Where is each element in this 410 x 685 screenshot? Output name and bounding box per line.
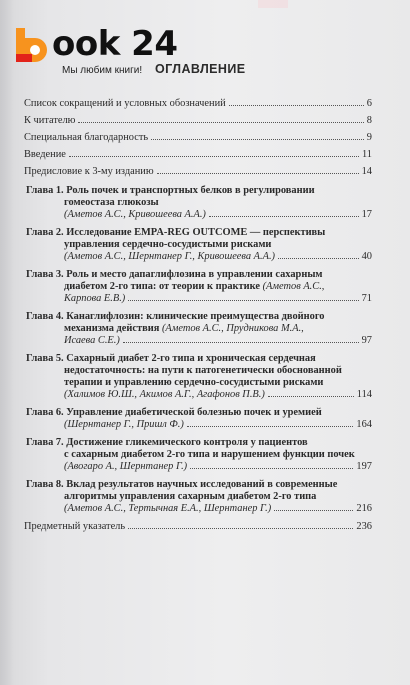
chapter-authors-line [26, 251, 372, 263]
chapter-authors-line [26, 389, 372, 401]
toc-title: ОГЛАВЛЕНИЕ [155, 62, 246, 76]
dot-leader [78, 122, 363, 123]
chapter-page: 197 [356, 461, 372, 472]
dot-leader [229, 105, 364, 106]
chapter-title-text: Сахарный диабет 2-го типа и хроническая сердечная [66, 353, 316, 364]
dot-leader [209, 216, 359, 217]
chapter-authors-line [26, 503, 372, 515]
chapter-title-text: с сахарным диабетом 2-го типа и нарушением функции почек [64, 449, 355, 460]
chapter-authors-line [26, 293, 372, 305]
dot-leader [274, 510, 353, 511]
chapter-authors: (Аметов А.С., Шернтанер Г., Кривошеева А.А.) [64, 251, 276, 262]
chapter-title-text: Исследование EMPA-REG OUTCOME — перспективы [66, 227, 326, 238]
dot-leader [187, 426, 354, 427]
chapter-authors: Карпова Е.В.) [64, 293, 126, 304]
dot-leader [278, 258, 359, 259]
toc-entry-title: К читателю [24, 115, 76, 126]
chapter-title-text: механизма действия [64, 323, 160, 334]
chapter-number: Глава 3. [26, 269, 64, 280]
toc-chapter [24, 479, 372, 515]
toc-entry [24, 166, 372, 183]
chapter-title-line [26, 377, 372, 389]
chapter-title-text: гомеостаза глюкозы [64, 197, 159, 208]
toc-chapter [24, 185, 372, 221]
book24-b-icon [14, 28, 52, 64]
toc-entry-page: 8 [366, 115, 372, 126]
toc-chapter [24, 311, 372, 347]
toc-chapter [24, 269, 372, 305]
toc-chapter [24, 437, 372, 473]
chapter-title-line [26, 239, 372, 251]
chapter-authors-line [26, 335, 372, 347]
chapter-number: Глава 5. [26, 353, 64, 364]
chapter-title-line [26, 227, 372, 239]
toc-entry-page: 11 [361, 149, 372, 160]
bleed-through-mark [258, 0, 288, 8]
chapter-authors-line [26, 209, 372, 221]
chapter-number: Глава 2. [26, 227, 64, 238]
logo-tagline: Мы любим книги! [62, 65, 143, 76]
toc-entry-title: Предисловие к 3-му изданию [24, 166, 154, 177]
toc-entry-title: Специальная благодарность [24, 132, 149, 143]
toc-entry [24, 132, 372, 149]
chapter-page: 71 [361, 293, 372, 304]
chapter-authors: (Аметов А.С., Тертычная Е.А., Шернтанер Г.) [64, 503, 272, 514]
toc-chapter [24, 407, 372, 431]
dot-leader [69, 156, 359, 157]
dot-leader [128, 528, 353, 529]
chapter-authors: (Халимов Ю.Ш., Акимов А.Г., Агафонов П.В.) [64, 389, 265, 400]
page-shadow [0, 0, 14, 685]
logo-brand-text: ook 24 [52, 24, 178, 64]
chapter-number: Глава 7. [26, 437, 64, 448]
toc-chapter [24, 353, 372, 401]
chapter-authors: (Аметов А.С., [262, 281, 325, 292]
chapter-page: 164 [356, 419, 372, 430]
chapter-title-line [26, 281, 372, 293]
chapter-page: 216 [356, 503, 372, 514]
chapter-authors: (Авогаро А., Шернтанер Г.) [64, 461, 188, 472]
toc-entry-title: Список сокращений и условных обозначений [24, 98, 226, 109]
chapter-authors: (Аметов А.С., Прудникова М.А., [161, 323, 304, 334]
toc-chapter [24, 227, 372, 263]
chapter-authors-line [26, 461, 372, 473]
chapter-authors: (Аметов А.С., Кривошеева А.А.) [64, 209, 206, 220]
table-of-contents [24, 98, 372, 538]
chapter-title-line [26, 323, 372, 335]
toc-entry [24, 115, 372, 132]
chapter-title-text: управления сердечно-сосудистыми рисками [64, 239, 272, 250]
chapter-number: Глава 1. [26, 185, 64, 196]
chapter-title-text: Роль и место дапаглифлозина в управлении сахарным [66, 269, 323, 280]
book24-logo [14, 24, 178, 76]
chapter-title-text: Роль почек и транспортных белков в регулировании [66, 185, 315, 196]
dot-leader [123, 342, 359, 343]
chapter-title-text: терапии и управлению сердечно-сосудистыми рисками [64, 377, 324, 388]
chapter-title-line [26, 407, 372, 419]
dot-leader [128, 300, 358, 301]
dot-leader [157, 173, 359, 174]
chapter-authors: (Шернтанер Г., Пришл Ф.) [64, 419, 184, 430]
chapter-page: 17 [361, 209, 372, 220]
toc-entry [24, 149, 372, 166]
chapter-title-line [26, 449, 372, 461]
toc-entry-page: 14 [361, 166, 372, 177]
chapter-title-text: Управление диабетической болезнью почек и уремией [66, 407, 322, 418]
chapter-title-text: Достижение гликемического контроля у пациентов [66, 437, 308, 448]
dot-leader [151, 139, 364, 140]
toc-entry-title: Введение [24, 149, 66, 160]
chapter-page: 97 [361, 335, 372, 346]
chapter-title-text: недостаточность: на пути к патогенетически обоснованной [64, 365, 342, 376]
chapter-page: 114 [356, 389, 372, 400]
chapter-title-line [26, 479, 372, 491]
chapter-title-text: Канаглифлозин: клинические преимущества двойного [66, 311, 325, 322]
chapter-authors-line [26, 419, 372, 431]
chapter-title-line [26, 311, 372, 323]
chapter-title-line [26, 353, 372, 365]
chapter-title-line [26, 365, 372, 377]
chapter-title-line [26, 197, 372, 209]
toc-entry-title: Предметный указатель [24, 521, 126, 532]
chapter-number: Глава 8. [26, 479, 64, 490]
chapter-number: Глава 4. [26, 311, 64, 322]
chapter-number: Глава 6. [26, 407, 64, 418]
chapter-authors: Исаева С.Е.) [64, 335, 120, 346]
chapter-title-line [26, 185, 372, 197]
toc-entry-page: 236 [356, 521, 372, 532]
toc-entry-page: 9 [366, 132, 372, 143]
toc-entry [24, 98, 372, 115]
chapter-title-text: Вклад результатов научных исследований в современные [66, 479, 338, 490]
chapter-page: 40 [361, 251, 372, 262]
chapter-title-text: алгоритмы управления сахарным диабетом 2-го типа [64, 491, 317, 502]
chapter-title-line [26, 269, 372, 281]
dot-leader [190, 468, 353, 469]
dot-leader [268, 396, 354, 397]
chapter-title-line [26, 437, 372, 449]
chapter-title-line [26, 491, 372, 503]
chapter-title-text: диабетом 2-го типа: от теории к практике [64, 281, 260, 292]
toc-entry-page: 6 [366, 98, 372, 109]
toc-entry-index [24, 521, 372, 538]
